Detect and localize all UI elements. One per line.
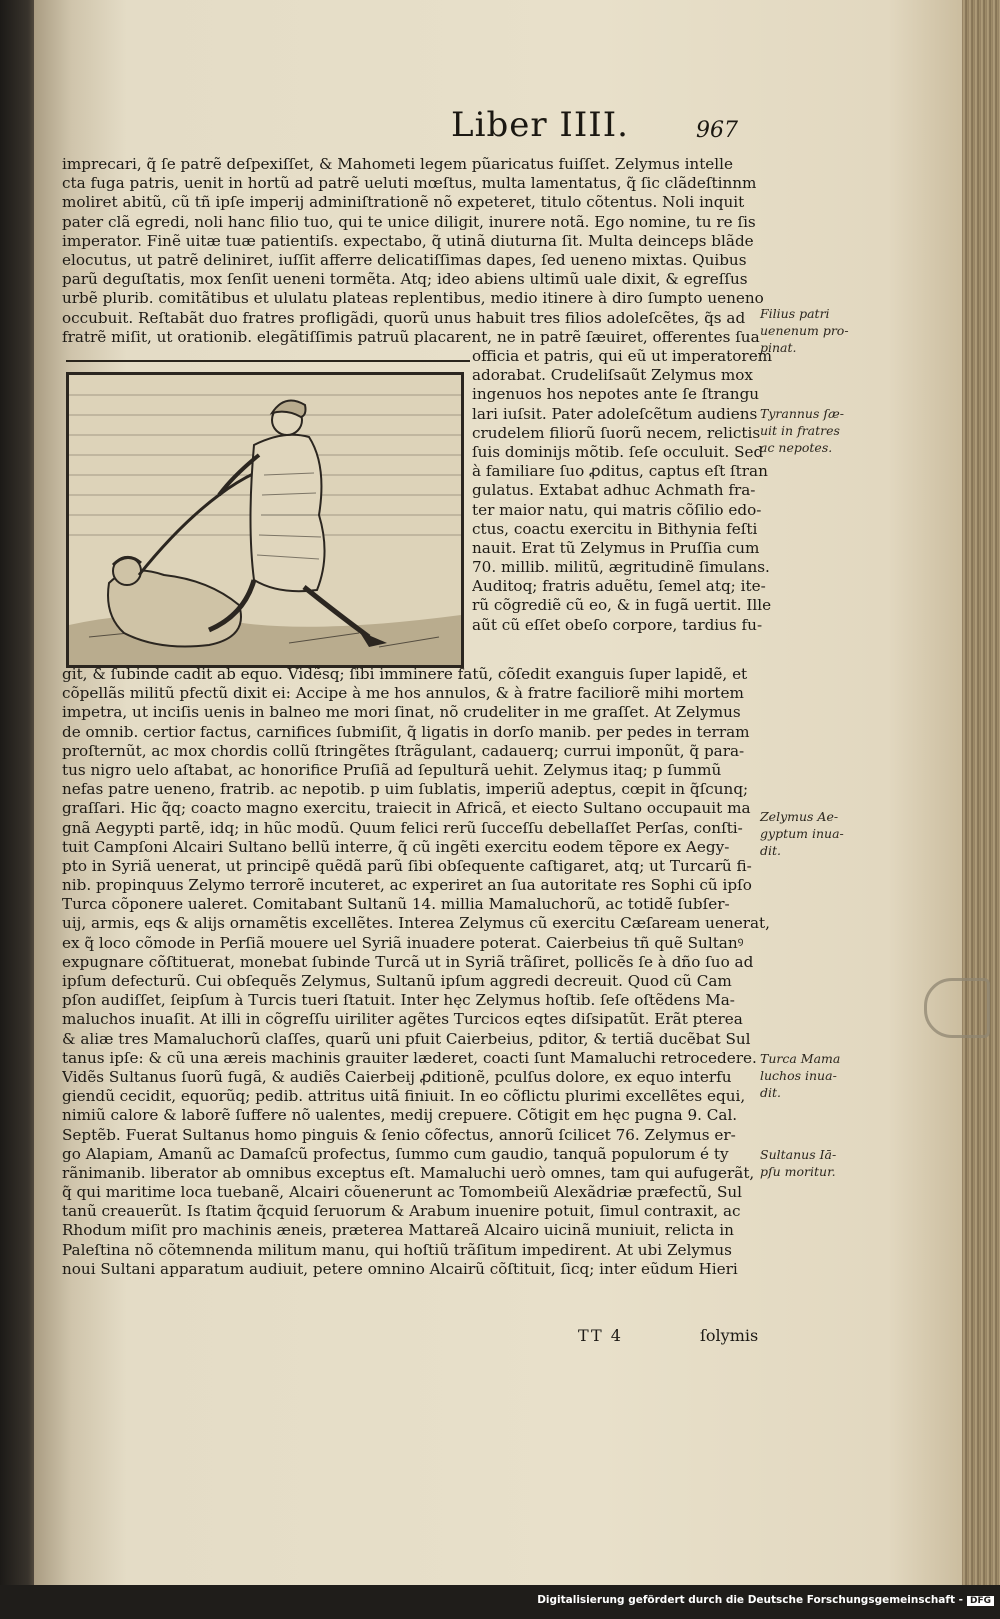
running-head: Liber IIII. [451, 105, 629, 145]
text-line: ex q̃ loco cõmode in Perſiã mouere uel Syriã inuadere poterat. Caierbeius tñ quẽ Sultanꝰ [62, 933, 744, 952]
text-line: ingenuos hos nepotes ante ſe ſtrangu [472, 385, 760, 404]
text-line: cta fuga patris, uenit in hortũ ad patrẽ ueluti mœſtus, multa lamentatus, q̃ ſic clãdeſtinnm [62, 174, 757, 193]
text-line: tus nigro uelo aſtabat, ac honorifice Pruſiã ad ſepulturã uehit. Zelymus itaq; p ſummũ [62, 760, 722, 779]
text-line: nib. propinquus Zelymo terrorẽ incuteret, ac experiret an ſua autoritate res Sophi cũ ipſo [62, 876, 752, 895]
text-line: tuit Campſoni Alcairi Sultano bellũ interre, q̃ cũ ingẽti exercitu eodem tẽpore ex Aegy- [62, 837, 730, 856]
marginal-note-line: gyptum inua- [760, 826, 844, 841]
text-line: nimiũ calore & laborẽ ſuffere nõ ualentes, medij crepuere. Cõtigit em hęc pugna 9. Cal. [62, 1106, 738, 1125]
dfg-logo: DFG [967, 1596, 994, 1606]
marginal-note-line: uenenum pro- [760, 323, 849, 338]
woodcut-illustration [66, 372, 464, 668]
text-line: elocutus, ut patrẽ deliniret, iuſſit afferre delicatiſſimas dapes, ſed ueneno mixtas. Quibus [62, 250, 747, 269]
catchword: ſolymis [700, 1326, 759, 1345]
text-line: tanũ creauerũt. Is ſtatim q̃cquid ſeruorum & Arabum inuenire potuit, ſimul contraxit, ac [62, 1202, 741, 1221]
text-line: go Alapiam, Amanũ ac Damaſcũ profectus, ſummo cum gaudio, tanquã populorum é ty [62, 1144, 729, 1163]
marginal-note-line: Tyrannus ſæ- [760, 406, 844, 421]
funding-credit-text: Digitalisierung gefördert durch die Deutsche Forschungsgemeinschaft - [537, 1594, 963, 1606]
marginal-note [760, 1050, 870, 1101]
text-block-top [62, 155, 774, 347]
text-line: proſternũt, ac mox chordis collũ ſtringẽtes ſtrãgulant, cadauerq; currui imponũt, q̃ para- [62, 741, 745, 760]
marginal-note-line: dit. [760, 1085, 781, 1100]
illustration-top-rule [66, 360, 470, 362]
text-line: Septẽb. Fuerat Sultanus homo pinguis & ſenio cõfectus, annorũ ſcilicet 76. Zelymus er- [62, 1125, 736, 1144]
text-line: rũ cõgrediẽ cũ eo, & in fugã uertit. Ille [472, 596, 772, 615]
marginal-note-line: pſu moritur. [760, 1164, 836, 1179]
text-line: gulatus. Extabat adhuc Achmath fra- [472, 481, 756, 500]
text-line: officia et patris, qui eũ ut imperatorem [472, 347, 773, 365]
marginal-note [760, 1146, 870, 1180]
text-line: expugnare cõſtituerat, monebat ſubinde Turcã ut in Syriã trãſiret, pollicẽs ſe à dño ſuo ad [62, 952, 754, 971]
text-line: urbẽ plurib. comitãtibus et ululatu plateas replentibus, medio itinere à diro ſumpto ueneno [62, 289, 764, 308]
text-line: impetra, ut inciſis uenis in balneo me mori ſinat, nõ crudeliter in me graſſet. At Zelymus [62, 703, 741, 722]
text-block-bottom [62, 665, 774, 1279]
text-line: lari iuſsit. Pater adoleſcẽtum audiens [472, 404, 758, 423]
text-line: occubuit. Reſtabãt duo fratres profligãdi, quorũ unus habuit tres filios adoleſcẽtes, q̃s ad [62, 308, 746, 327]
text-line: ter maior natu, qui matris cõſilio edo- [472, 500, 762, 519]
marginal-note-line: dit. [760, 843, 781, 858]
text-line: fratrẽ miſit, ut orationib. elegãtiſſimis patruũ placarent, ne in patrẽ ſæuiret, offerentes ſua [62, 327, 760, 346]
funding-credit [537, 1594, 994, 1606]
marginal-note-line: luchos inua- [760, 1068, 837, 1083]
text-line: q̃ qui maritime loca tuebanẽ, Alcairi cõuenerunt ac Tomombeiũ Alexãdriæ præfectũ, Sul [62, 1183, 743, 1202]
text-line: giendũ cecidit, equorũq; pedib. attritus uitã finiuit. In eo cõflictu plurimi excellẽtes equi, [62, 1087, 746, 1106]
marginal-note-line: ac nepotes. [760, 440, 833, 455]
text-line: nauit. Erat tũ Zelymus in Pruſſia cum [472, 538, 760, 557]
text-line: pater clã egredi, noli hanc filio tuo, qui te unice diligit, inurere notã. Ego nomine, tu re ſis [62, 212, 756, 231]
text-line: aũt cũ eſſet obeſo corpore, tardius fu- [472, 615, 763, 634]
text-line: maluchos inuaſit. At illi in cõgreſſu uiriliter agẽtes Turcicos eqtes diſsipatũt. Erãt pterea [62, 1010, 743, 1029]
text-line: moliret abitũ, cũ tñ ipſe imperij adminiſtrationẽ nõ expeteret, titulo cõtentus. Noli inquit [62, 193, 745, 212]
text-line: pſon audiſſet, ſeipſum à Turcis tueri ſtatuit. Inter hęc Zelymus hoſtib. ſeſe oſtẽdens Ma- [62, 991, 735, 1010]
text-line: gnã Aegypti partẽ, idq; in hũc modũ. Quum felici rerũ ſucceſſu debellaſſet Perſas, conſti- [62, 818, 743, 837]
marginal-note [760, 405, 870, 456]
marginal-note-line: Zelymus Ae- [760, 809, 839, 824]
text-line: uij, armis, eqs & alijs ornamẽtis excellẽtes. Interea Zelymus cũ exercitu Cæſaream uenerat, [62, 914, 770, 933]
text-line: noui Sultani apparatum audiuit, petere omnino Alcairũ cõſtituit, ſicq; inter eũdum Hieri [62, 1259, 738, 1278]
text-line: Rhodum miſit pro machinis æneis, præterea Mattareã Alcairo uicinã muniuit, relicta in [62, 1221, 734, 1240]
text-line: de omnib. certior factus, carnifices ſubmiſit, q̃ ligatis in dorſo manib. per pedes in terram [62, 722, 750, 741]
text-line: Vidẽs Sultanus ſuorũ fugã, & audiẽs Caierbeij ꝓditionẽ, pculſus dolore, ex equo interfu [62, 1067, 732, 1086]
text-line: git, & ſubinde cadit ab equo. Vidẽsq; ſibi imminere fatũ, cõſedit exanguis ſuper lapidẽ, et [62, 665, 748, 683]
text-line: nefas patre ueneno, fratrib. ac nepotib. p uim ſublatis, imperiũ adeptus, cœpit in q̃ſcunq; [62, 780, 749, 799]
text-line: & aliæ tres Mamaluchorũ claſſes, quarũ uni pfuit Caierbeius, pditor, & tertiã ducẽbat Sul [62, 1029, 751, 1048]
signature-mark: TT 4 [578, 1326, 623, 1345]
text-line: pto in Syriã uenerat, ut principẽ quẽdã parũ ſibi obſequente caſtigaret, atq; ut Turcarũ fi- [62, 856, 752, 875]
marginal-note-line: Sultanus Iā- [760, 1147, 837, 1162]
strangling-scene-image [69, 375, 461, 665]
text-line: Auditoq; fratris aduẽtu, ſemel atq; ite- [472, 577, 766, 596]
text-line: crudelem filiorũ ſuorũ necem, relictis [472, 423, 761, 442]
text-line: imprecari, q̃ ſe patrẽ deſpexiſſet, & Mahometi legem pũaricatus fuiſſet. Zelymus intelle [62, 155, 734, 173]
text-line: imperator. Finẽ uitæ tuæ patientiſs. expectabo, q̃ utinã diuturna ſit. Multa deinceps blãde [62, 231, 754, 250]
text-line: adorabat. Crudeliſsaũt Zelymus mox [472, 366, 753, 385]
text-line: Turca cõponere ualeret. Comitabant Sultanũ 14. millia Mamaluchorũ, ac totidẽ ſubſer- [62, 895, 730, 914]
text-line: rãnimanib. liberator ab omnibus exceptus eſt. Mamaluchi uerò omnes, tam qui aufugerãt, [62, 1163, 755, 1182]
page-edges [962, 0, 1000, 1585]
page-number: 967 [696, 118, 738, 143]
text-line: ipſum defecturũ. Cui obſequẽs Zelymus, Sultanũ ipſum aggredi decreuit. Quod cũ Cam [62, 972, 732, 990]
marginal-note [760, 808, 870, 859]
text-line: ſuis dominijs mõtib. ſeſe occuluit. Sed [472, 442, 764, 461]
text-line: cõpellãs militũ pfectũ dixit ei: Accipe à me hos annulos, & à fratre faciliorẽ mihi mortem [62, 684, 744, 703]
marginal-note-line: Turca Mama [760, 1051, 841, 1066]
text-line: ctus, coactu exercitu in Bithynia feſti [472, 519, 758, 538]
marginal-note-line: uit in fratres [760, 423, 840, 438]
marginal-note-line: Filius patri [760, 306, 830, 321]
text-line: tanus ipſe: & cũ una æreis machinis grauiter læderet, coacti ſunt Mamaluchi retrocedere. [62, 1048, 757, 1067]
text-line: parũ deguſtatis, mox ſenſit ueneni tormẽta. Atq; ideo abiens ultimũ uale dixit, & egreſſus [62, 270, 748, 289]
text-line: à familiare ſuo ꝓditus, captus eſt ſtran [472, 462, 768, 481]
text-line: Paleſtina nõ cõtemnenda militum manu, qui hoſtiũ trãſitum impedirent. At ubi Zelymus [62, 1240, 732, 1259]
text-line: graſſari. Hic q̃q; coacto magno exercitu, traiecit in Africã, et eiecto Sultano occupauit ma [62, 799, 751, 818]
text-column-right [472, 347, 774, 635]
marginal-note-line: pinat. [760, 340, 797, 355]
page-clip [924, 978, 990, 1038]
text-line: 70. millib. militũ, ægritudinẽ ſimulans. [472, 558, 770, 577]
marginal-note [760, 305, 870, 356]
